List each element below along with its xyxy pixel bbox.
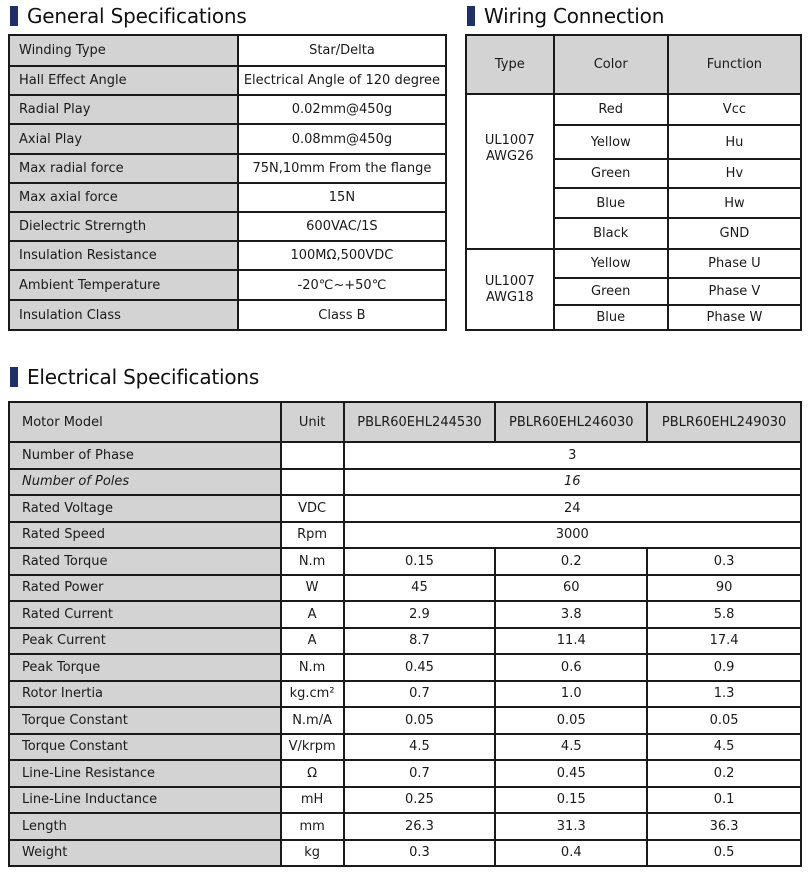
spec-value: -20℃~+50℃ bbox=[238, 270, 446, 300]
electrical-row bbox=[9, 601, 801, 628]
spec-value: 15N bbox=[238, 183, 446, 212]
spec-value: 100MΩ,500VDC bbox=[238, 241, 446, 270]
param-value-model-1: 0.7 bbox=[344, 760, 496, 787]
spec-label: Insulation Resistance bbox=[9, 241, 238, 270]
wiring-header-function: Function bbox=[668, 35, 801, 94]
param-value-model-2: 0.15 bbox=[495, 787, 647, 814]
wire-function: Hu bbox=[668, 125, 801, 159]
param-unit: Rpm bbox=[281, 522, 344, 549]
param-unit: W bbox=[281, 575, 344, 602]
param-label: Weight bbox=[9, 840, 281, 867]
header-model-2: PBLR60EHL246030 bbox=[495, 402, 647, 442]
electrical-row bbox=[9, 840, 801, 867]
general-spec-row bbox=[9, 241, 446, 270]
general-spec-row bbox=[9, 183, 446, 212]
param-unit: Ω bbox=[281, 760, 344, 787]
param-value-model-2: 4.5 bbox=[495, 734, 647, 761]
param-value-model-1: 0.15 bbox=[344, 548, 496, 575]
param-value-model-3: 0.1 bbox=[647, 787, 801, 814]
param-label: Rated Current bbox=[9, 601, 281, 628]
param-value-model-3: 1.3 bbox=[647, 681, 801, 708]
param-value-model-1: 0.45 bbox=[344, 654, 496, 681]
electrical-specs-table bbox=[8, 401, 802, 867]
param-value-model-2: 0.6 bbox=[495, 654, 647, 681]
param-unit bbox=[281, 442, 344, 469]
wire-color: Red bbox=[554, 94, 668, 125]
wiring-row bbox=[466, 94, 801, 125]
param-shared-value: 3000 bbox=[344, 522, 801, 549]
wire-type-line2: AWG26 bbox=[485, 148, 534, 164]
general-specs-table bbox=[8, 34, 447, 331]
param-value-model-3: 0.9 bbox=[647, 654, 801, 681]
spec-label: Radial Play bbox=[9, 95, 238, 124]
wire-color: Blue bbox=[554, 305, 668, 330]
param-value-model-1: 4.5 bbox=[344, 734, 496, 761]
param-label: Torque Constant bbox=[9, 734, 281, 761]
electrical-row bbox=[9, 469, 801, 496]
param-value-model-3: 0.3 bbox=[647, 548, 801, 575]
general-spec-row bbox=[9, 95, 446, 124]
general-specs-title: General Specifications bbox=[27, 4, 247, 28]
spec-label: Axial Play bbox=[9, 124, 238, 154]
param-value-model-1: 0.05 bbox=[344, 707, 496, 734]
general-spec-row bbox=[9, 35, 446, 66]
wiring-header-color: Color bbox=[554, 35, 668, 94]
param-label: Line-Line Resistance bbox=[9, 760, 281, 787]
electrical-row bbox=[9, 628, 801, 655]
spec-label: Insulation Class bbox=[9, 300, 238, 330]
electrical-row bbox=[9, 548, 801, 575]
electrical-specs-heading bbox=[10, 365, 259, 389]
wiring-header-row bbox=[466, 35, 801, 94]
wire-function: Hw bbox=[668, 188, 801, 218]
param-unit: kg bbox=[281, 840, 344, 867]
param-unit: A bbox=[281, 628, 344, 655]
wire-type-line1: UL1007 bbox=[484, 132, 535, 148]
electrical-row bbox=[9, 522, 801, 549]
param-label: Rated Speed bbox=[9, 522, 281, 549]
param-unit: V/krpm bbox=[281, 734, 344, 761]
param-value-model-1: 45 bbox=[344, 575, 496, 602]
param-shared-value: 24 bbox=[344, 495, 801, 522]
general-spec-row bbox=[9, 212, 446, 241]
spec-label: Ambient Temperature bbox=[9, 270, 238, 300]
general-spec-row bbox=[9, 66, 446, 95]
wire-function: GND bbox=[668, 218, 801, 249]
param-value-model-2: 11.4 bbox=[495, 628, 647, 655]
wire-type-cell bbox=[466, 249, 554, 330]
wire-function: Phase U bbox=[668, 249, 801, 278]
electrical-row bbox=[9, 575, 801, 602]
wiring-row bbox=[466, 249, 801, 278]
param-label: Line-Line Inductance bbox=[9, 787, 281, 814]
wire-function: Hv bbox=[668, 159, 801, 188]
wiring-table bbox=[465, 34, 802, 331]
electrical-specs-title: Electrical Specifications bbox=[27, 365, 260, 389]
spec-value: 0.08mm@450g bbox=[238, 124, 446, 154]
param-value-model-3: 90 bbox=[647, 575, 801, 602]
param-value-model-2: 0.05 bbox=[495, 707, 647, 734]
param-label: Peak Torque bbox=[9, 654, 281, 681]
header-unit: Unit bbox=[281, 402, 344, 442]
param-unit bbox=[281, 469, 344, 496]
wire-type-cell bbox=[466, 94, 554, 249]
param-shared-value: 16 bbox=[344, 469, 801, 496]
spec-label: Max axial force bbox=[9, 183, 238, 212]
header-motor-model: Motor Model bbox=[9, 402, 281, 442]
electrical-row bbox=[9, 787, 801, 814]
spec-label: Max radial force bbox=[9, 154, 238, 183]
general-spec-row bbox=[9, 270, 446, 300]
wire-function: Vcc bbox=[668, 94, 801, 125]
param-value-model-2: 3.8 bbox=[495, 601, 647, 628]
header-model-1: PBLR60EHL244530 bbox=[344, 402, 496, 442]
wiring-heading bbox=[467, 4, 664, 28]
general-specs-heading bbox=[10, 4, 247, 28]
electrical-row bbox=[9, 654, 801, 681]
spec-label: Hall Effect Angle bbox=[9, 66, 238, 95]
param-value-model-1: 0.3 bbox=[344, 840, 496, 867]
param-shared-value: 3 bbox=[344, 442, 801, 469]
wire-color: Yellow bbox=[554, 125, 668, 159]
param-unit: mH bbox=[281, 787, 344, 814]
heading-accent-bar bbox=[10, 6, 18, 26]
electrical-row bbox=[9, 681, 801, 708]
heading-accent-bar bbox=[467, 6, 475, 26]
spec-value: Class B bbox=[238, 300, 446, 330]
param-value-model-3: 17.4 bbox=[647, 628, 801, 655]
param-value-model-2: 0.2 bbox=[495, 548, 647, 575]
general-spec-row bbox=[9, 154, 446, 183]
param-label: Length bbox=[9, 813, 281, 840]
param-value-model-2: 1.0 bbox=[495, 681, 647, 708]
general-spec-row bbox=[9, 300, 446, 330]
param-value-model-1: 0.7 bbox=[344, 681, 496, 708]
spec-value: Star/Delta bbox=[238, 35, 446, 66]
param-value-model-1: 8.7 bbox=[344, 628, 496, 655]
param-unit: kg.cm² bbox=[281, 681, 344, 708]
param-unit: mm bbox=[281, 813, 344, 840]
electrical-row bbox=[9, 760, 801, 787]
param-label: Rated Torque bbox=[9, 548, 281, 575]
spec-value: 75N,10mm From the flange bbox=[238, 154, 446, 183]
param-value-model-3: 0.2 bbox=[647, 760, 801, 787]
general-spec-row bbox=[9, 124, 446, 154]
param-unit: N.m bbox=[281, 548, 344, 575]
wire-color: Yellow bbox=[554, 249, 668, 278]
param-value-model-2: 0.4 bbox=[495, 840, 647, 867]
param-value-model-1: 26.3 bbox=[344, 813, 496, 840]
param-value-model-3: 0.05 bbox=[647, 707, 801, 734]
param-unit: N.m bbox=[281, 654, 344, 681]
param-label: Rated Voltage bbox=[9, 495, 281, 522]
param-value-model-2: 0.45 bbox=[495, 760, 647, 787]
electrical-row bbox=[9, 442, 801, 469]
electrical-row bbox=[9, 495, 801, 522]
param-value-model-3: 0.5 bbox=[647, 840, 801, 867]
param-value-model-2: 31.3 bbox=[495, 813, 647, 840]
electrical-row bbox=[9, 734, 801, 761]
wire-type-line1: UL1007 bbox=[484, 273, 535, 289]
param-unit: N.m/A bbox=[281, 707, 344, 734]
wire-function: Phase W bbox=[668, 305, 801, 330]
param-value-model-1: 0.25 bbox=[344, 787, 496, 814]
header-model-3: PBLR60EHL249030 bbox=[647, 402, 801, 442]
param-value-model-3: 36.3 bbox=[647, 813, 801, 840]
spec-value: 0.02mm@450g bbox=[238, 95, 446, 124]
spec-value: 600VAC/1S bbox=[238, 212, 446, 241]
heading-accent-bar bbox=[10, 367, 18, 387]
param-label: Torque Constant bbox=[9, 707, 281, 734]
wire-function: Phase V bbox=[668, 278, 801, 305]
spec-label: Dielectric Strerngth bbox=[9, 212, 238, 241]
wire-color: Green bbox=[554, 159, 668, 188]
param-unit: VDC bbox=[281, 495, 344, 522]
param-value-model-1: 2.9 bbox=[344, 601, 496, 628]
wire-type-line2: AWG18 bbox=[485, 289, 534, 305]
param-label: Peak Current bbox=[9, 628, 281, 655]
param-value-model-2: 60 bbox=[495, 575, 647, 602]
wire-color: Blue bbox=[554, 188, 668, 218]
electrical-row bbox=[9, 813, 801, 840]
spec-label: Winding Type bbox=[9, 35, 238, 66]
wire-color: Black bbox=[554, 218, 668, 249]
param-label: Rated Power bbox=[9, 575, 281, 602]
spec-value: Electrical Angle of 120 degree bbox=[238, 66, 446, 95]
wiring-title: Wiring Connection bbox=[484, 4, 665, 28]
param-label: Rotor Inertia bbox=[9, 681, 281, 708]
electrical-row bbox=[9, 707, 801, 734]
param-unit: A bbox=[281, 601, 344, 628]
param-label: Number of Phase bbox=[9, 442, 281, 469]
param-value-model-3: 4.5 bbox=[647, 734, 801, 761]
param-value-model-3: 5.8 bbox=[647, 601, 801, 628]
wire-color: Green bbox=[554, 278, 668, 305]
electrical-header-row bbox=[9, 402, 801, 442]
wiring-header-type: Type bbox=[466, 35, 554, 94]
param-label: Number of Poles bbox=[9, 469, 281, 496]
